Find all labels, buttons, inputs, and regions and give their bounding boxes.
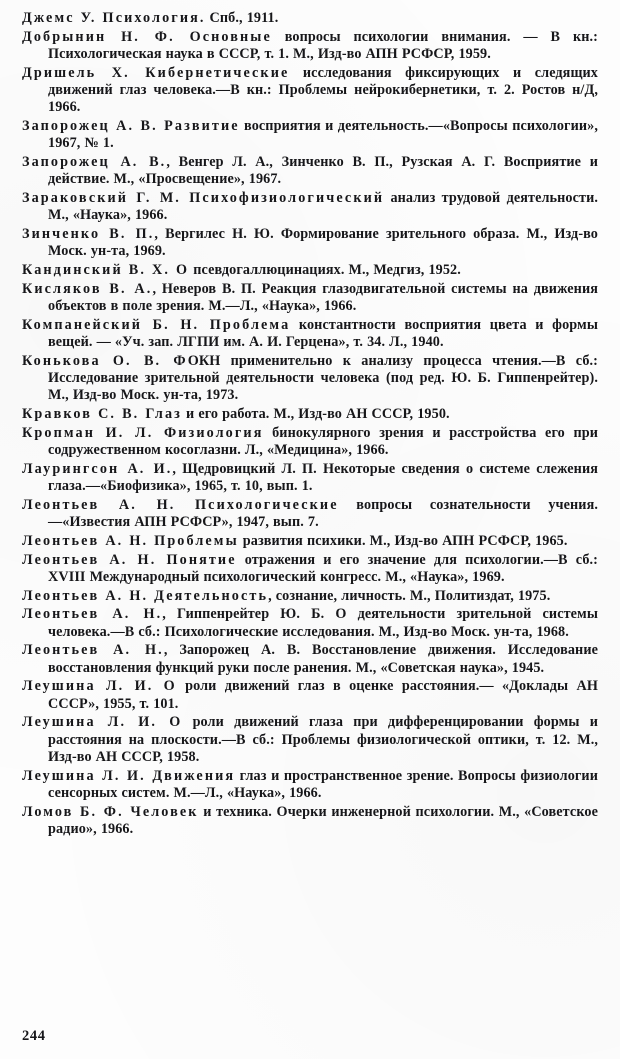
author-name: Ломов Б. Ф. Человек	[22, 803, 199, 820]
bibliography-entry	[22, 317, 598, 352]
bibliography-entry	[22, 406, 598, 423]
bibliography-entry	[22, 154, 598, 189]
entry-text: анализ трудовой деятельности. М., «Наука», 1966.	[48, 190, 599, 224]
entry-text: восприятия и деятельность.—«Вопросы психологии», 1967, № 1.	[48, 118, 598, 152]
bibliography-entry	[22, 461, 598, 496]
author-name: Конькова О. В. Ф	[22, 352, 188, 369]
bibliography-entry	[22, 768, 598, 803]
entry-text: роли движений глаз в оценке расстояния.— «Доклады АН СССР», 1955, т. 101.	[48, 678, 598, 712]
author-name: Леонтьев А. Н. Понятие	[22, 551, 237, 568]
bibliography-entry	[22, 606, 598, 641]
bibliography-entry	[22, 678, 598, 713]
entry-text: и техника. Очерки инженерной психологии. М., «Советское радио», 1966.	[48, 803, 598, 837]
bibliography-entry	[22, 642, 598, 677]
author-name: Зараковский Г. М. Психофизиологический	[22, 190, 385, 206]
author-name: Кравков С. В. Глаз	[22, 406, 182, 422]
author-name: Кандинский В. X. О	[22, 262, 190, 278]
author-name: Леушина Л. И. О	[22, 714, 183, 731]
bibliography-entry	[22, 29, 598, 64]
bibliography-entry	[22, 588, 598, 605]
bibliography-entry	[22, 226, 598, 261]
entry-text: константности восприятия цвета и формы вещей. — «Уч. зап. ЛГПИ им. А. И. Герцена», т. 34. Л., 1940.	[48, 316, 598, 350]
bibliography-entry	[22, 714, 598, 766]
entry-text: , Неверов В. П. Реакция глазодвигательной системы на движения объектов в поле зрения. М.—Л., «Наука», 1966.	[48, 280, 598, 314]
entry-text: развития психики. М., Изд-во АПН РСФСР, 1965.	[238, 532, 568, 549]
entry-text: , Щедровицкий Л. П. Некоторые сведения о системе слежения глаза.—«Биофизика», 1965, т. 10, вып. 1.	[48, 460, 598, 494]
entry-text: , Венгер Л. А., Зинченко В. П., Рузская А. Г. Восприятие и действие. М., «Просвещение», 1967.	[48, 154, 599, 188]
entry-text: и его работа. М., Изд-во АН СССР, 1950.	[181, 406, 450, 422]
bibliography-entry	[22, 281, 598, 316]
bibliography-entry	[22, 118, 598, 153]
bibliography-entry	[22, 425, 598, 460]
author-name: Леушина Л. И. Движения	[22, 767, 236, 784]
author-name: Компанейский Б. Н. Проблема	[22, 316, 291, 333]
bibliography-entry	[22, 353, 598, 405]
bibliography-entry	[22, 190, 598, 225]
bibliography-entry	[22, 65, 598, 117]
author-name: Кисляков В. А.	[22, 280, 153, 297]
entry-text: , Гиппенрейтер Ю. Б. О деятельности зрительной системы человека.—В сб.: Психологические исследования. М., Изд-во Моск. ун-та, 1968.	[48, 606, 598, 640]
author-name: Леонтьев А. Н. Деятельность	[22, 587, 269, 604]
entry-text: , сознание, личность. М., Политиздат, 1975.	[268, 587, 551, 604]
bibliography-entry	[22, 262, 598, 279]
entry-text: глаз и пространственное зрение. Вопросы физиологии сенсорных систем. М.—Л., «Наука», 1966.	[48, 767, 598, 801]
author-name: Леонтьев А. Н. Проблемы	[22, 532, 239, 549]
entry-text: отражения и его значение для психологии.—В сб.: XVIII Международный психологический конгресс. М., «Наука», 1969.	[48, 551, 598, 585]
bibliography-entry	[22, 552, 598, 587]
author-name: Добрынин Н. Ф. Основные	[22, 28, 272, 45]
entry-text: псевдогаллюцинациях. М., Медгиз, 1952.	[189, 262, 461, 278]
author-name: Дришель X. Кибернетические	[22, 64, 290, 81]
entry-text: , Запорожец А. В. Восстановление движения. Исследование восстановления функций руки после ранения. М., «Советская наука», 1945.	[48, 642, 599, 676]
bibliography-entry	[22, 10, 598, 27]
entry-text: Спб., 1911.	[205, 10, 279, 26]
author-name: Джемс У. Психология.	[22, 10, 206, 26]
entry-text: , Вергилес Н. Ю. Формирование зрительного образа. М., Изд-во Моск. ун-та, 1969.	[48, 226, 599, 260]
author-name: Леонтьев А. Н. Психологические	[22, 496, 339, 513]
entry-text: роли движений глаза при дифференцировании формы и расстояния на плоскости.—В сб.: Проблемы физиологической оптики, т. 12. М., Изд-во АН СССР, 1958.	[48, 714, 598, 765]
entry-text: ОКН применительно к анализу процесса чтения.—В сб.: Исследование зрительной деятельности человека (под ред. Ю. Б. Гиппенрейтер). М., Изд-во Моск. ун-та, 1973.	[48, 352, 598, 404]
entry-text: вопросы психологии внимания. — В кн.: Психологическая наука в СССР, т. 1. М., Изд-во АПН РСФСР, 1959.	[48, 28, 598, 62]
author-name: Лаурингсон А. И.	[22, 460, 173, 477]
bibliography-entry	[22, 533, 598, 550]
author-name: Запорожец А. В.	[22, 154, 167, 170]
author-name: Леонтьев А. Н.	[22, 642, 164, 659]
entry-text: вопросы сознательности учения.—«Известия АПН РСФСР», 1947, вып. 7.	[48, 496, 598, 530]
bibliography-list	[22, 10, 598, 838]
author-name: Зинченко В. П.	[22, 226, 155, 242]
entry-text: исследования фиксирующих и следящих движений глаз человека.—В кн.: Проблемы нейрокибернетики, т. 2. Ростов н/Д, 1966.	[48, 64, 599, 116]
author-name: Запорожец А. В. Развитие	[22, 118, 240, 134]
entry-text: бинокулярного зрения и расстройства его при содружественном косоглазни. Л., «Медицина», 1966.	[48, 424, 598, 458]
author-name: Кропман И. Л. Физиология	[22, 424, 264, 441]
author-name: Леонтьев А. Н.	[22, 606, 163, 623]
bibliography-entry	[22, 804, 598, 839]
bibliography-entry	[22, 497, 598, 532]
author-name: Леушина Л. И. О	[22, 678, 177, 695]
page-number: 244	[22, 1028, 46, 1044]
